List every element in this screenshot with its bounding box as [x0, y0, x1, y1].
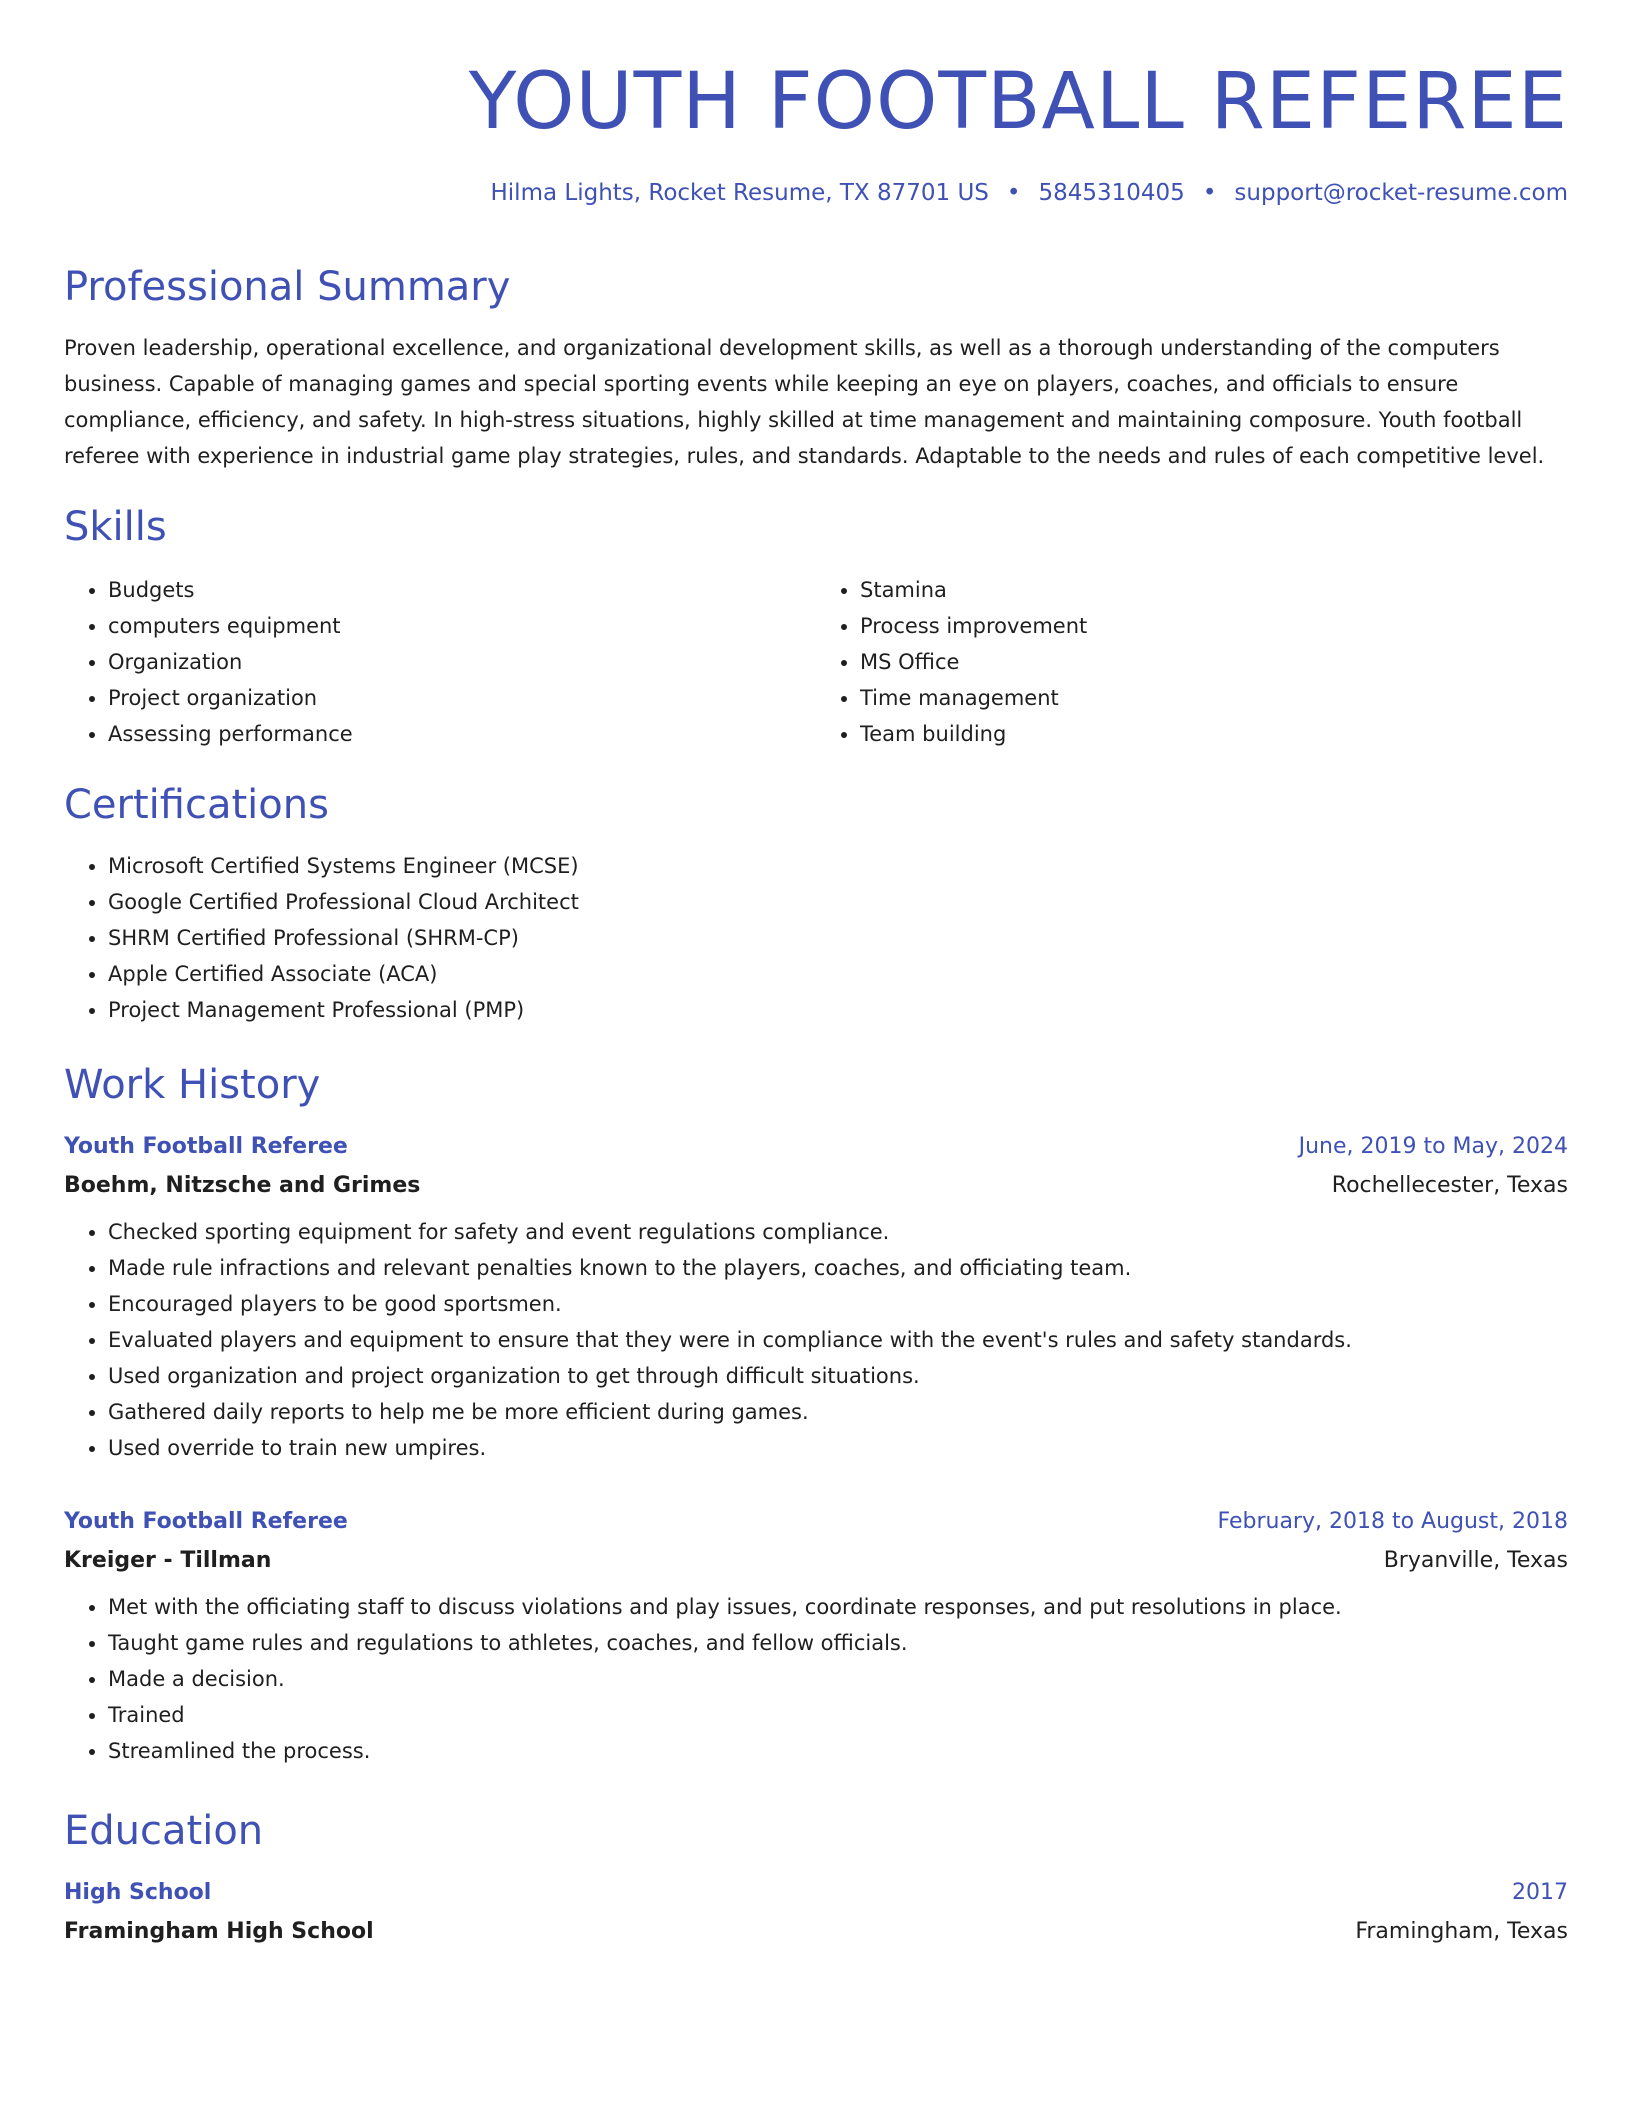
- separator-dot: •: [1202, 180, 1217, 206]
- list-item: • Streamlined the process.: [108, 1733, 1568, 1769]
- list-item: • Used override to train new umpires.: [108, 1430, 1568, 1466]
- job-company-row: [64, 1541, 1568, 1581]
- address-text: Hilma Lights, Rocket Resume, TX 87701 US: [490, 180, 989, 206]
- job-dates: February, 2018 to August, 2018: [1217, 1509, 1568, 1534]
- list-item: • Process improvement: [860, 608, 1568, 644]
- job-dates: June, 2019 to May, 2024: [1298, 1134, 1568, 1159]
- job-location: Bryanville, Texas: [1383, 1548, 1568, 1573]
- job-entry: [64, 1503, 1568, 1769]
- job-header-row: [64, 1128, 1568, 1166]
- skills-column-left: [64, 572, 816, 752]
- job-location: Rochellecester, Texas: [1331, 1173, 1568, 1198]
- list-item: • Project Management Professional (PMP): [108, 992, 1568, 1028]
- list-item: • Made a decision.: [108, 1661, 1568, 1697]
- list-item: • Project organization: [108, 680, 816, 716]
- job-bullets: [64, 1214, 1568, 1466]
- job-title: Youth Football Referee: [64, 1509, 348, 1534]
- list-item: • Met with the officiating staff to discuss violations and play issues, coordinate responses, and put resolutions in place.: [108, 1589, 1568, 1625]
- phone-text: 5845310405: [1038, 180, 1185, 206]
- skills-list: [64, 572, 1568, 752]
- list-item: • SHRM Certified Professional (SHRM-CP): [108, 920, 1568, 956]
- list-item: • Microsoft Certified Systems Engineer (MCSE): [108, 848, 1568, 884]
- separator-dot: •: [1006, 180, 1021, 206]
- summary-heading: Professional Summary: [64, 264, 511, 310]
- skills-column-right: [816, 572, 1568, 752]
- contact-line: [491, 177, 1569, 209]
- education-school-row: [64, 1912, 1568, 1952]
- list-item: • Budgets: [108, 572, 816, 608]
- list-item: • Time management: [860, 680, 1568, 716]
- education-entry: [64, 1874, 1568, 1952]
- work-history-heading: Work History: [64, 1062, 321, 1108]
- job-title: Youth Football Referee: [64, 1134, 348, 1159]
- list-item: • Google Certified Professional Cloud Architect: [108, 884, 1568, 920]
- school-name: Framingham High School: [64, 1919, 374, 1944]
- certifications-heading: Certifications: [64, 782, 329, 828]
- school-location: Framingham, Texas: [1355, 1919, 1568, 1944]
- list-item: • MS Office: [860, 644, 1568, 680]
- degree-title: High School: [64, 1880, 212, 1905]
- job-bullets: [64, 1589, 1568, 1769]
- list-item: • Organization: [108, 644, 816, 680]
- list-item: • Gathered daily reports to help me be more efficient during games.: [108, 1394, 1568, 1430]
- job-company-row: [64, 1166, 1568, 1206]
- list-item: • Trained: [108, 1697, 1568, 1733]
- job-entry: [64, 1128, 1568, 1466]
- summary-text: Proven leadership, operational excellence, and organizational development skills, as well as a thorough understanding of the computers business. Capable of managing games and special sporting events while keeping an eye on players, coaches, and officials to ensure compliance, efficiency, and safety. In high-stress situations, highly skilled at time management and maintaining composure. Youth football referee with experience in industrial game play strategies, rules, and standards. Adaptable to the needs and rules of each competitive level.: [64, 336, 1545, 468]
- list-item: • Evaluated players and equipment to ensure that they were in compliance with the event's rules and safety standards.: [108, 1322, 1568, 1358]
- list-item: • Assessing performance: [108, 716, 816, 752]
- list-item: • Used organization and project organization to get through difficult situations.: [108, 1358, 1568, 1394]
- education-header-row: [64, 1874, 1568, 1912]
- list-item: • Apple Certified Associate (ACA): [108, 956, 1568, 992]
- list-item: • Team building: [860, 716, 1568, 752]
- list-item: • Checked sporting equipment for safety and event regulations compliance.: [108, 1214, 1568, 1250]
- list-item: • computers equipment: [108, 608, 816, 644]
- company-name: Kreiger - Tillman: [64, 1548, 272, 1573]
- skills-heading: Skills: [64, 504, 167, 550]
- education-year: 2017: [1512, 1880, 1568, 1905]
- email-link[interactable]: support@rocket-resume.com: [1234, 180, 1568, 206]
- list-item: • Taught game rules and regulations to athletes, coaches, and fellow officials.: [108, 1625, 1568, 1661]
- list-item: • Made rule infractions and relevant penalties known to the players, coaches, and officiating team.: [108, 1250, 1568, 1286]
- list-item: • Stamina: [860, 572, 1568, 608]
- resume-title: YOUTH FOOTBALL REFEREE: [468, 57, 1568, 147]
- company-name: Boehm, Nitzsche and Grimes: [64, 1173, 421, 1198]
- education-heading: Education: [64, 1808, 264, 1854]
- job-header-row: [64, 1503, 1568, 1541]
- list-item: • Encouraged players to be good sportsmen.: [108, 1286, 1568, 1322]
- certifications-list: [64, 848, 1568, 1028]
